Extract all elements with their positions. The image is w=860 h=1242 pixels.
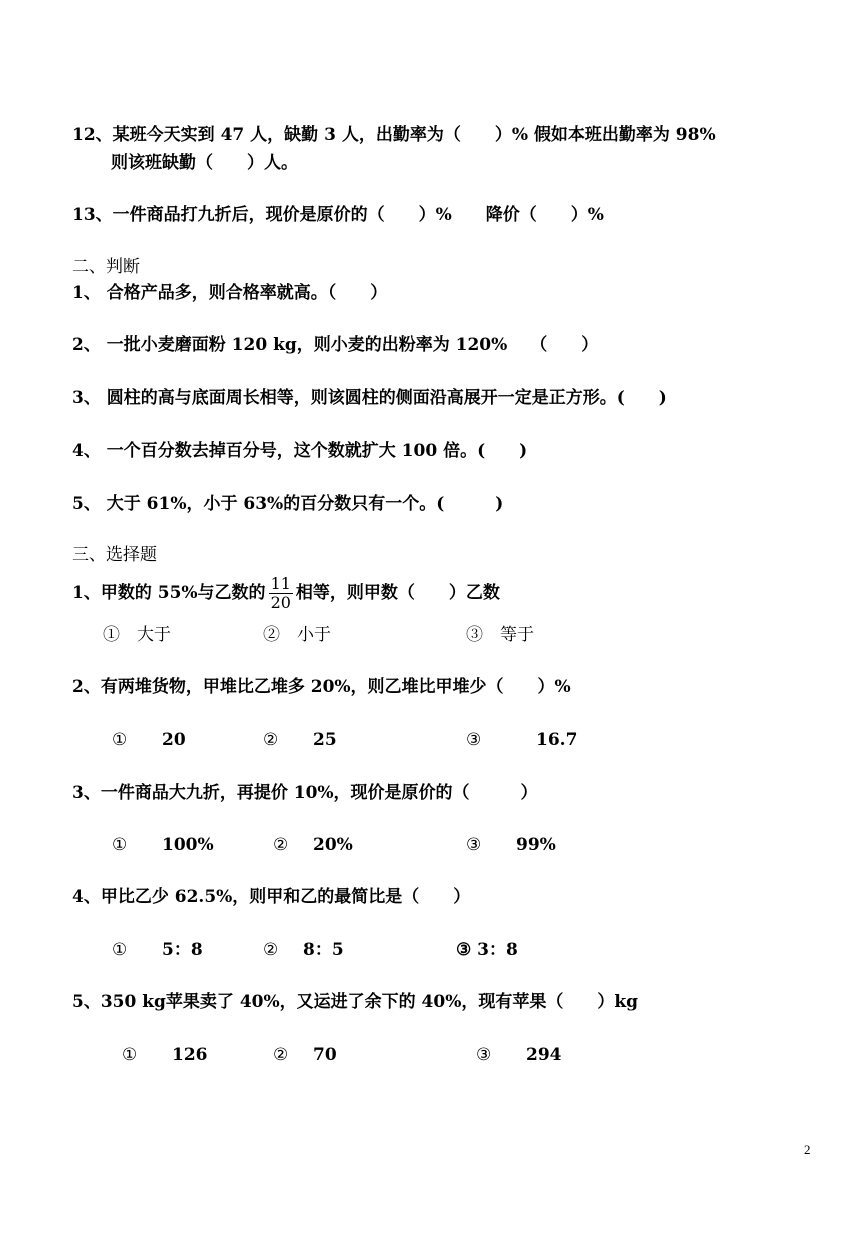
- q1-option-2: ② 小于: [263, 625, 331, 645]
- section-2-heading: 二、判断: [72, 257, 140, 277]
- question-12-line-2: 则该班缺勤（ ）人。: [111, 153, 298, 173]
- question-12-line-1: 12、某班今天实到 47 人，缺勤 3 人，出勤率为（ ）% 假如本班出勤率为 98%: [72, 125, 716, 145]
- choice-question-3: 3、一件商品大九折，再提价 10%，现价是原价的（ ）: [72, 783, 538, 803]
- q2-option-2-value: 25: [313, 730, 337, 750]
- q1-option-3: ③ 等于: [466, 625, 534, 645]
- q3-option-2-value: 20%: [313, 835, 353, 855]
- q3-option-2-marker: ②: [273, 835, 289, 855]
- q5-option-3-value: 294: [526, 1045, 562, 1065]
- q4-option-2-marker: ②: [263, 940, 279, 960]
- q4-option-3: ③ 3：8: [456, 940, 518, 960]
- q1-option-1: ① 大于: [103, 625, 171, 645]
- fraction-denominator: 20: [270, 593, 291, 612]
- page-number: 2: [804, 1142, 811, 1157]
- q4-option-1-marker: ①: [112, 940, 128, 960]
- q5-option-2-value: 70: [313, 1045, 337, 1065]
- q2-option-2-marker: ②: [263, 730, 279, 750]
- section-3-heading: 三、选择题: [72, 545, 157, 565]
- q2-option-3-value: 16.7: [536, 730, 578, 750]
- choice-question-5: 5、350 kg苹果卖了 40%，又运进了余下的 40%，现有苹果（ ）kg: [72, 992, 639, 1012]
- judge-item-5: 5、 大于 61%，小于 63%的百分数只有一个。( ): [72, 494, 504, 514]
- judge-item-4: 4、 一个百分数去掉百分号，这个数就扩大 100 倍。( ): [72, 441, 528, 461]
- q3-option-3-marker: ③: [466, 835, 482, 855]
- q2-option-1-value: 20: [162, 730, 186, 750]
- question-13: 13、一件商品打九折后，现价是原价的（ ）% 降价（ ）%: [72, 205, 604, 225]
- judge-item-1: 1、 合格产品多，则合格率就高。（ ）: [72, 283, 388, 303]
- q5-option-3-marker: ③: [476, 1045, 492, 1065]
- fraction-numerator: 11: [270, 574, 291, 593]
- q5-option-1-value: 126: [172, 1045, 208, 1065]
- q5-option-1-marker: ①: [122, 1045, 138, 1065]
- q4-option-1-value: 5：8: [162, 940, 203, 960]
- q2-option-3-marker: ③: [466, 730, 482, 750]
- q3-option-1-marker: ①: [112, 835, 128, 855]
- q2-option-1-marker: ①: [112, 730, 128, 750]
- choice-question-2: 2、有两堆货物，甲堆比乙堆多 20%，则乙堆比甲堆少（ ）%: [72, 677, 571, 697]
- judge-item-3: 3、 圆柱的高与底面周长相等，则该圆柱的侧面沿高展开一定是正方形。( ): [72, 388, 667, 408]
- choice-question-1: [72, 570, 500, 616]
- q4-option-2-value: 8：5: [303, 940, 344, 960]
- q5-option-2-marker: ②: [273, 1045, 289, 1065]
- q3-option-3-value: 99%: [516, 835, 556, 855]
- choice-question-1-prefix: 1、甲数的 55%与乙数的: [72, 583, 266, 603]
- choice-question-1-suffix: 相等，则甲数（ ）乙数: [295, 583, 500, 603]
- fraction-11-20: [269, 575, 293, 612]
- q3-option-1-value: 100%: [162, 835, 214, 855]
- choice-question-4: 4、甲比乙少 62.5%，则甲和乙的最简比是（ ）: [72, 887, 471, 907]
- judge-item-2: 2、 一批小麦磨面粉 120 kg，则小麦的出粉率为 120% （ ）: [72, 335, 599, 355]
